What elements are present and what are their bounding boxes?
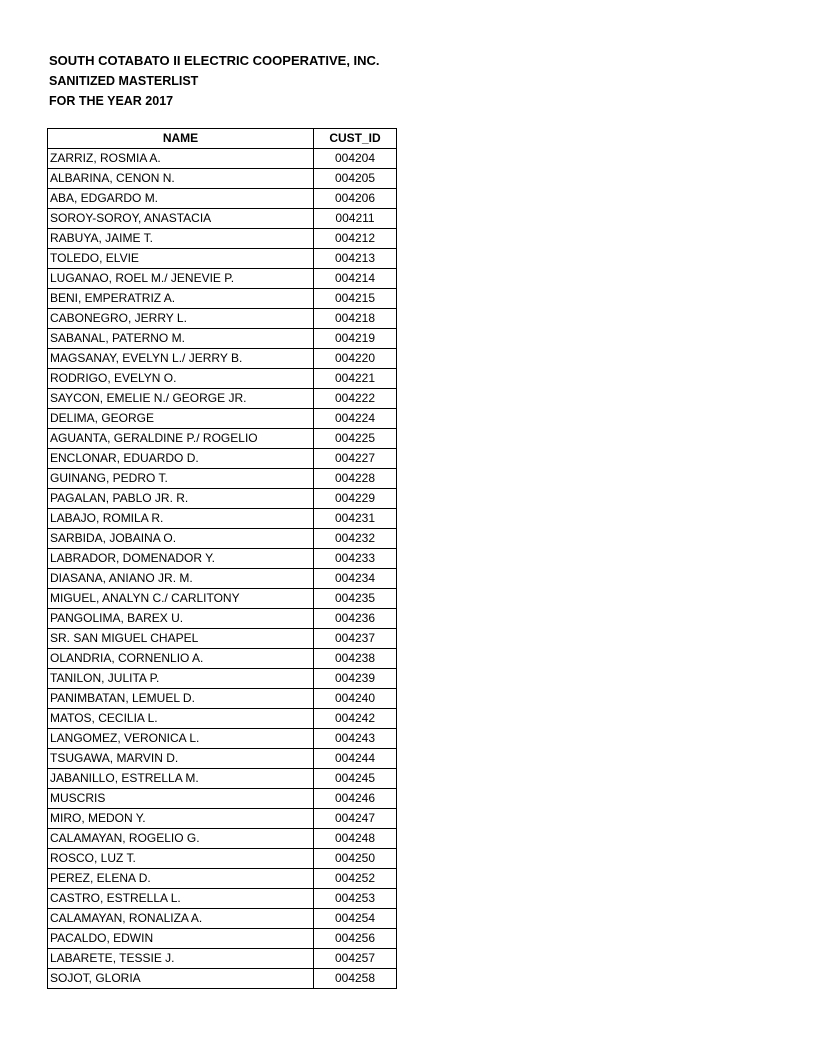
table-row xyxy=(48,449,397,469)
customer-id-cell: 004239 xyxy=(314,669,397,689)
table-body xyxy=(48,149,397,989)
customer-name-cell: SOROY-SOROY, ANASTACIA xyxy=(48,209,314,229)
table-row xyxy=(48,229,397,249)
customer-id-cell: 004227 xyxy=(314,449,397,469)
customer-id-cell: 004240 xyxy=(314,689,397,709)
customer-name-cell: SARBIDA, JOBAINA O. xyxy=(48,529,314,549)
customer-name-cell: ALBARINA, CENON N. xyxy=(48,169,314,189)
table-row xyxy=(48,649,397,669)
customer-id-cell: 004235 xyxy=(314,589,397,609)
table-row xyxy=(48,309,397,329)
customer-name-cell: SOJOT, GLORIA xyxy=(48,969,314,989)
table-row xyxy=(48,289,397,309)
customer-id-cell: 004250 xyxy=(314,849,397,869)
customer-id-cell: 004242 xyxy=(314,709,397,729)
table-row xyxy=(48,929,397,949)
customer-name-cell: MATOS, CECILIA L. xyxy=(48,709,314,729)
customer-name-cell: LUGANAO, ROEL M./ JENEVIE P. xyxy=(48,269,314,289)
customer-name-cell: CABONEGRO, JERRY L. xyxy=(48,309,314,329)
customer-id-cell: 004237 xyxy=(314,629,397,649)
table-row xyxy=(48,709,397,729)
customer-name-cell: MIRO, MEDON Y. xyxy=(48,809,314,829)
customer-name-cell: CASTRO, ESTRELLA L. xyxy=(48,889,314,909)
customer-id-cell: 004246 xyxy=(314,789,397,809)
customer-name-cell: ENCLONAR, EDUARDO D. xyxy=(48,449,314,469)
customer-name-cell: DIASANA, ANIANO JR. M. xyxy=(48,569,314,589)
customer-id-cell: 004224 xyxy=(314,409,397,429)
customer-name-cell: RODRIGO, EVELYN O. xyxy=(48,369,314,389)
customer-name-cell: RABUYA, JAIME T. xyxy=(48,229,314,249)
customer-name-cell: TSUGAWA, MARVIN D. xyxy=(48,749,314,769)
table-row xyxy=(48,369,397,389)
customer-id-cell: 004228 xyxy=(314,469,397,489)
customer-name-cell: SABANAL, PATERNO M. xyxy=(48,329,314,349)
customer-id-cell: 004220 xyxy=(314,349,397,369)
table-row xyxy=(48,769,397,789)
customer-name-cell: TOLEDO, ELVIE xyxy=(48,249,314,269)
customer-id-cell: 004204 xyxy=(314,149,397,169)
customer-id-cell: 004234 xyxy=(314,569,397,589)
table-row xyxy=(48,609,397,629)
customer-name-cell: OLANDRIA, CORNENLIO A. xyxy=(48,649,314,669)
customer-name-cell: CALAMAYAN, RONALIZA A. xyxy=(48,909,314,929)
customer-name-cell: LABRADOR, DOMENADOR Y. xyxy=(48,549,314,569)
column-header-name: NAME xyxy=(48,129,314,149)
table-row xyxy=(48,669,397,689)
customer-id-cell: 004244 xyxy=(314,749,397,769)
customer-name-cell: PANGOLIMA, BAREX U. xyxy=(48,609,314,629)
table-row xyxy=(48,169,397,189)
customer-id-cell: 004248 xyxy=(314,829,397,849)
customer-id-cell: 004214 xyxy=(314,269,397,289)
document-year: FOR THE YEAR 2017 xyxy=(49,94,174,108)
customer-id-cell: 004222 xyxy=(314,389,397,409)
customer-id-cell: 004219 xyxy=(314,329,397,349)
table-row xyxy=(48,629,397,649)
customer-name-cell: PAGALAN, PABLO JR. R. xyxy=(48,489,314,509)
table-row xyxy=(48,509,397,529)
customer-name-cell: ZARRIZ, ROSMIA A. xyxy=(48,149,314,169)
table-row xyxy=(48,189,397,209)
customer-name-cell: CALAMAYAN, ROGELIO G. xyxy=(48,829,314,849)
document-subtitle: SANITIZED MASTERLIST xyxy=(49,74,199,88)
customer-id-cell: 004231 xyxy=(314,509,397,529)
table-row xyxy=(48,829,397,849)
customer-id-cell: 004243 xyxy=(314,729,397,749)
customer-id-cell: 004215 xyxy=(314,289,397,309)
customer-name-cell: PEREZ, ELENA D. xyxy=(48,869,314,889)
customer-id-cell: 004205 xyxy=(314,169,397,189)
table-row xyxy=(48,429,397,449)
customer-name-cell: MUSCRIS xyxy=(48,789,314,809)
customer-id-cell: 004253 xyxy=(314,889,397,909)
customer-id-cell: 004229 xyxy=(314,489,397,509)
customer-name-cell: LANGOMEZ, VERONICA L. xyxy=(48,729,314,749)
customer-name-cell: SAYCON, EMELIE N./ GEORGE JR. xyxy=(48,389,314,409)
table-row xyxy=(48,209,397,229)
table-row xyxy=(48,589,397,609)
table-row xyxy=(48,269,397,289)
customer-name-cell: JABANILLO, ESTRELLA M. xyxy=(48,769,314,789)
table-row xyxy=(48,889,397,909)
table-row xyxy=(48,409,397,429)
customer-id-cell: 004256 xyxy=(314,929,397,949)
table-row xyxy=(48,969,397,989)
table-row xyxy=(48,789,397,809)
table-row xyxy=(48,949,397,969)
table-row xyxy=(48,869,397,889)
table-row xyxy=(48,549,397,569)
customer-id-cell: 004247 xyxy=(314,809,397,829)
document-header xyxy=(49,51,380,111)
table-row xyxy=(48,529,397,549)
customer-name-cell: GUINANG, PEDRO T. xyxy=(48,469,314,489)
customer-id-cell: 004236 xyxy=(314,609,397,629)
customer-name-cell: LABAJO, ROMILA R. xyxy=(48,509,314,529)
customer-id-cell: 004206 xyxy=(314,189,397,209)
customer-name-cell: ROSCO, LUZ T. xyxy=(48,849,314,869)
customer-id-cell: 004254 xyxy=(314,909,397,929)
table-row xyxy=(48,849,397,869)
table-row xyxy=(48,329,397,349)
customer-name-cell: MIGUEL, ANALYN C./ CARLITONY xyxy=(48,589,314,609)
customer-name-cell: AGUANTA, GERALDINE P./ ROGELIO xyxy=(48,429,314,449)
customer-id-cell: 004211 xyxy=(314,209,397,229)
customer-id-cell: 004233 xyxy=(314,549,397,569)
customer-id-cell: 004213 xyxy=(314,249,397,269)
customer-id-cell: 004212 xyxy=(314,229,397,249)
customer-id-cell: 004252 xyxy=(314,869,397,889)
table-row xyxy=(48,809,397,829)
table-row xyxy=(48,489,397,509)
column-header-cust-id: CUST_ID xyxy=(314,129,397,149)
table-row xyxy=(48,569,397,589)
table-row xyxy=(48,729,397,749)
customer-id-cell: 004257 xyxy=(314,949,397,969)
customer-name-cell: MAGSANAY, EVELYN L./ JERRY B. xyxy=(48,349,314,369)
table-row xyxy=(48,349,397,369)
customer-id-cell: 004225 xyxy=(314,429,397,449)
customer-name-cell: SR. SAN MIGUEL CHAPEL xyxy=(48,629,314,649)
masterlist-table xyxy=(47,128,397,989)
customer-name-cell: TANILON, JULITA P. xyxy=(48,669,314,689)
customer-name-cell: LABARETE, TESSIE J. xyxy=(48,949,314,969)
customer-name-cell: ABA, EDGARDO M. xyxy=(48,189,314,209)
table-row xyxy=(48,149,397,169)
customer-id-cell: 004232 xyxy=(314,529,397,549)
customer-name-cell: PACALDO, EDWIN xyxy=(48,929,314,949)
customer-name-cell: PANIMBATAN, LEMUEL D. xyxy=(48,689,314,709)
customer-id-cell: 004238 xyxy=(314,649,397,669)
table-row xyxy=(48,909,397,929)
customer-name-cell: BENI, EMPERATRIZ A. xyxy=(48,289,314,309)
table-row xyxy=(48,469,397,489)
customer-id-cell: 004218 xyxy=(314,309,397,329)
table-row xyxy=(48,749,397,769)
table-row xyxy=(48,389,397,409)
table-header-row xyxy=(48,129,397,149)
table-row xyxy=(48,249,397,269)
cooperative-title: SOUTH COTABATO II ELECTRIC COOPERATIVE, INC. xyxy=(49,53,380,68)
customer-name-cell: DELIMA, GEORGE xyxy=(48,409,314,429)
table-row xyxy=(48,689,397,709)
customer-id-cell: 004221 xyxy=(314,369,397,389)
customer-id-cell: 004245 xyxy=(314,769,397,789)
customer-id-cell: 004258 xyxy=(314,969,397,989)
